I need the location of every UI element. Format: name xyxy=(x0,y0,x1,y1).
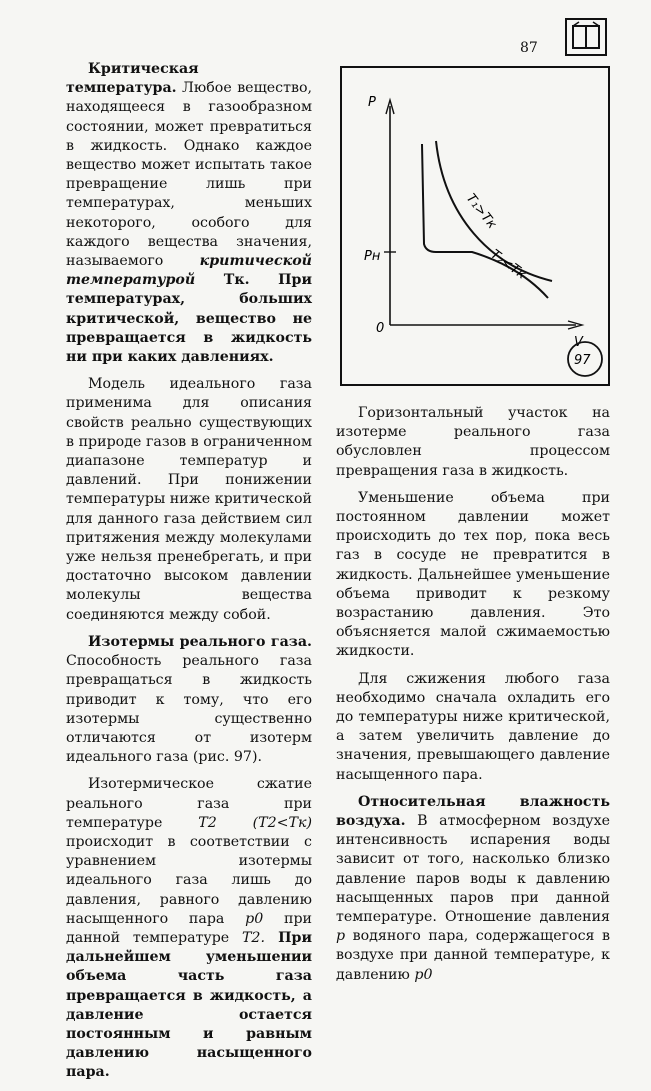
v-axis-label: V xyxy=(574,335,583,350)
symbol-t2: T2 (T2<Tк) xyxy=(198,814,312,831)
paragraph-horizontal-segment: Горизонтальный участок на изотерме реального газа обусловлен процессом превращения газа в жидкость. xyxy=(336,405,610,479)
symbol-t2: T2. xyxy=(241,929,265,946)
text-bold: При температурах, больших критической, вещество не превращается в жидкость ни при каких давлениях. xyxy=(66,272,312,366)
book-icon xyxy=(565,18,607,56)
symbol-p0: p0 xyxy=(245,910,264,927)
paragraph-isothermal-compression xyxy=(66,775,312,1082)
text: при данной температуре xyxy=(66,910,312,946)
page-number: 87 xyxy=(520,40,538,56)
figure-number: 97 xyxy=(574,353,591,368)
text: В атмосферном воздухе интенсивность испарения воды зависит от того, насколько близко давление паров воды к давлению насыщенных паров при данной температуре. Отношение давления xyxy=(336,813,610,926)
symbol-p: p xyxy=(336,928,346,945)
figure-97-isotherms xyxy=(340,66,610,386)
figure-frame xyxy=(341,67,609,385)
p-axis-label: P xyxy=(368,95,376,110)
paragraph-critical-temperature xyxy=(66,60,312,367)
heading-relative-humidity: Относительная влажность воздуха. xyxy=(336,793,610,830)
paragraph-ideal-gas-model: Модель идеального газа применима для описания свойств реально существующих в природе газов в ограниченном диапазоне температур и давлений. При понижении температуры ниже критической для данного газа действием сил притяжения между молекулами уже нельзя пренебрегать, и при достаточно высоком давлении молекулы вещества соединяются между собой. xyxy=(66,376,312,623)
paragraph-relative-humidity xyxy=(336,793,610,985)
cold-isotherm-label: T₂<Tк xyxy=(487,247,529,283)
text: Изотермическое сжатие реального газа при температуре xyxy=(66,776,312,831)
origin-label: 0 xyxy=(376,321,385,336)
paragraph-volume-reduction: Уменьшение объема при постоянном давлении может происходить до тех пор, пока весь газ в сосуде не превратится в жидкость. Дальнейшее уменьшение объема приводит к резкому возрастанию давления. Это объясняется малой сжимаемостью жидкости. xyxy=(336,489,610,660)
heading-critical-temperature: Критическая температура. xyxy=(66,61,199,97)
symbol-tk: Tк. xyxy=(195,272,250,289)
term-critical-temperature: критической температурой xyxy=(66,253,312,289)
text: водяного пара, содержащегося в воздухе при данной температуре, к давлению xyxy=(336,928,610,983)
hot-isotherm-label: T₁>Tк xyxy=(462,191,500,232)
text: происходит в соответствии с уравнением изотермы идеального газа лишь до давления, равного давлению насыщенного пара xyxy=(66,833,312,927)
paragraph-real-gas-isotherms xyxy=(66,633,312,767)
left-column xyxy=(66,60,312,1091)
text: Любое вещество, находящееся в газообразном состоянии, может превратиться в жидкость. Однако каждое вещество может испытать такое превращение лишь при температурах, меньших некоторого, особого для каждого вещества значения, называемого xyxy=(66,80,312,270)
heading-real-gas-isotherms: Изотермы реального газа. xyxy=(88,633,312,650)
text: Способность реального газа превращаться в жидкость приводит к тому, что его изотермы существенно отличаются от изотерм идеального газа (рис. 97). xyxy=(66,653,312,766)
right-column xyxy=(336,404,610,993)
symbol-p0: p0 xyxy=(414,966,433,983)
paragraph-liquefaction: Для сжижения любого газа необходимо сначала охладить его до температуры ниже критической, а затем увеличить давление до значения, превышающего давление насыщенного пара. xyxy=(336,670,610,783)
saturation-pressure-label: Pн xyxy=(364,249,381,264)
text-bold: При дальнейшем уменьшении объема часть газа превращается в жидкость, а давление остается постоянным и равным давлению насыщенного пара. xyxy=(66,929,312,1081)
